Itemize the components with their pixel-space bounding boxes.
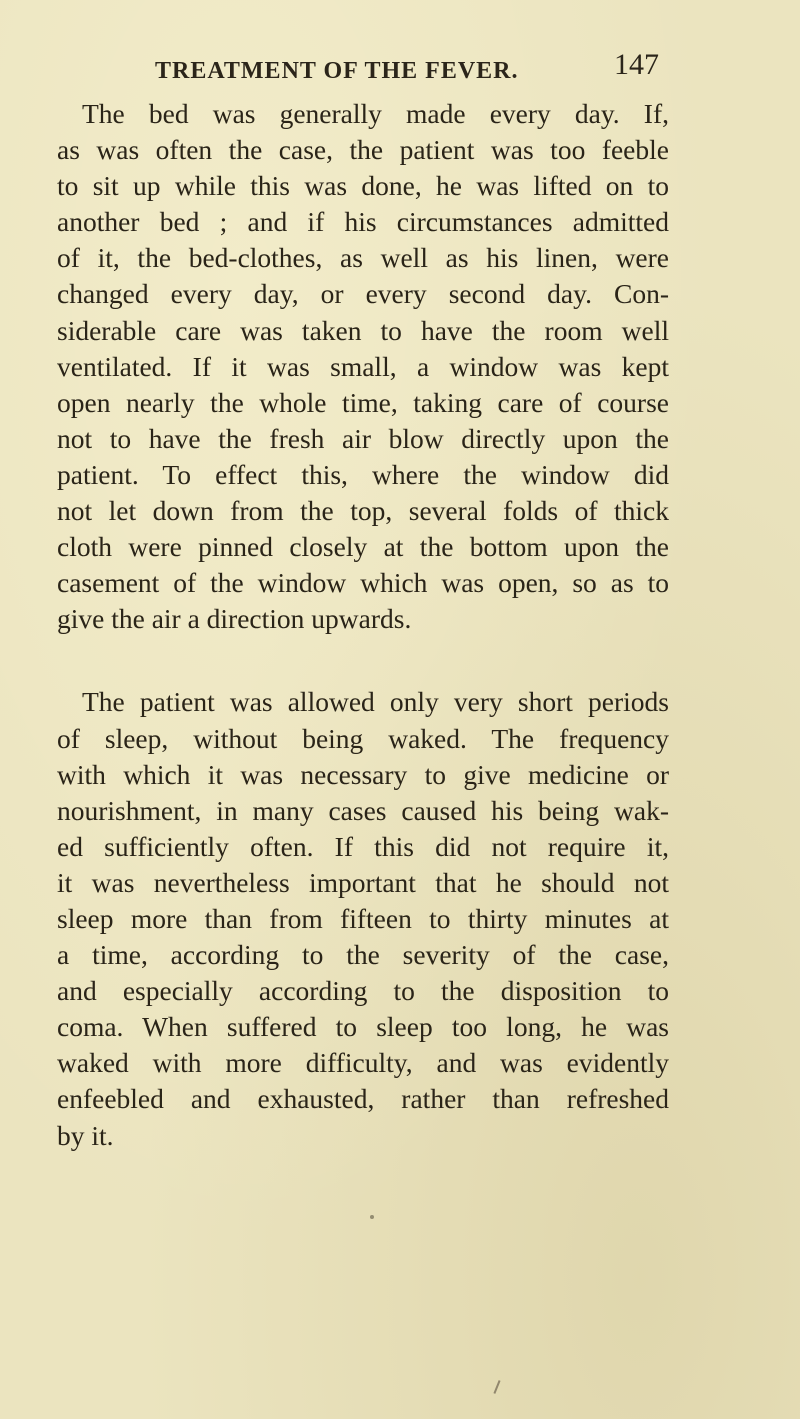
text-line: to sit up while this was done, he was lifted on to xyxy=(57,170,669,202)
body-text xyxy=(57,96,669,1154)
text-line: changed every day, or every second day. Con- xyxy=(57,278,669,310)
text-line: as was often the case, the patient was too feeble xyxy=(57,134,669,166)
text-line: cloth were pinned closely at the bottom upon the xyxy=(57,531,669,563)
text-line: The patient was allowed only very short periods xyxy=(82,686,669,718)
paragraph-sleep xyxy=(57,684,669,1153)
text-line: another bed ; and if his circumstances admitted xyxy=(57,206,669,238)
text-line: and especially according to the disposition to xyxy=(57,975,669,1007)
ink-stroke-mark xyxy=(493,1380,500,1394)
text-line: sleep more than from fifteen to thirty minutes at xyxy=(57,902,669,934)
text-line: of sleep, without being waked. The frequency xyxy=(57,722,669,754)
text-line: of it, the bed-clothes, as well as his linen, were xyxy=(57,242,669,274)
text-line: open nearly the whole time, taking care of course xyxy=(57,386,669,418)
page-number: 147 xyxy=(614,48,659,81)
text-line: not let down from the top, several folds of thick xyxy=(57,495,669,527)
text-line: The bed was generally made every day. If, xyxy=(82,98,669,129)
text-line: it was nevertheless important that he should not xyxy=(57,866,669,898)
paragraph-bed-and-ventilation xyxy=(57,96,669,637)
ink-speck xyxy=(370,1215,374,1219)
text-line: a time, according to the severity of the case, xyxy=(57,939,669,971)
text-line: not to have the fresh air blow directly upon the xyxy=(57,422,669,454)
text-line: siderable care was taken to have the room well xyxy=(57,314,669,346)
text-line: give the air a direction upwards. xyxy=(57,603,412,635)
running-head xyxy=(0,22,800,82)
text-line: enfeebled and exhausted, rather than refreshed xyxy=(57,1083,669,1115)
running-title: TREATMENT OF THE FEVER. xyxy=(155,58,519,84)
text-line: nourishment, in many cases caused his being wak- xyxy=(57,794,669,826)
text-line: ventilated. If it was small, a window was kept xyxy=(57,350,669,382)
text-line: patient. To effect this, where the window did xyxy=(57,458,669,490)
text-line: by it. xyxy=(57,1119,114,1151)
text-line: waked with more difficulty, and was evidently xyxy=(57,1047,669,1079)
text-line: with which it was necessary to give medicine or xyxy=(57,758,669,790)
text-line: ed sufficiently often. If this did not require it, xyxy=(57,830,669,862)
text-line: casement of the window which was open, so as to xyxy=(57,567,669,599)
text-line: coma. When suffered to sleep too long, he was xyxy=(57,1011,669,1043)
